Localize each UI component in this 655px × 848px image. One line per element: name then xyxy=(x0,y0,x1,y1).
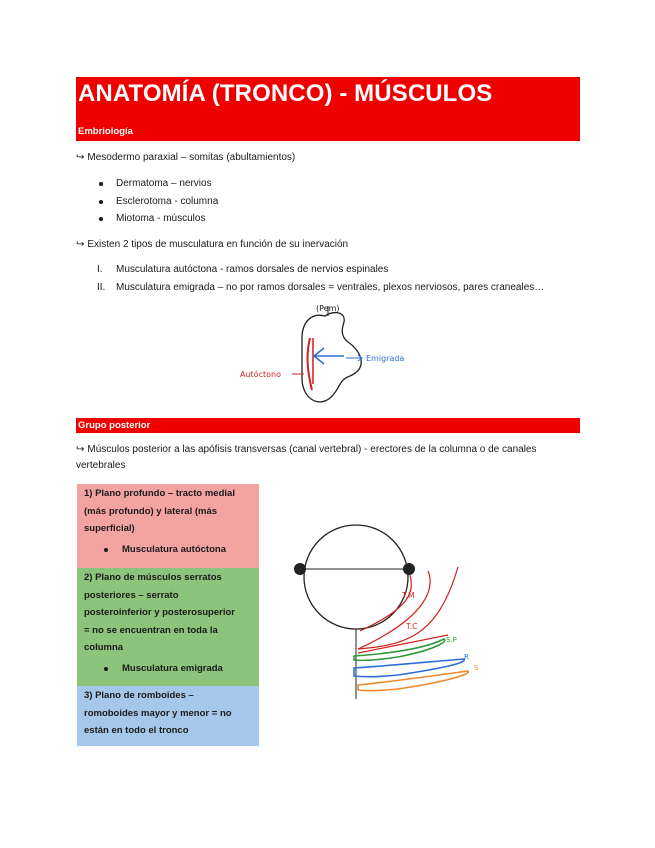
bullet-dot xyxy=(99,182,103,186)
plane-line: (más profundo) y lateral (más xyxy=(84,505,218,517)
plane-line: = no se encuentran en toda la xyxy=(84,624,218,636)
transverse-process-left xyxy=(294,563,306,575)
list-item: Dermatoma – nervios xyxy=(116,178,212,189)
paragraph-text: Existen 2 tipos de musculatura en función de su inervación xyxy=(87,239,349,250)
sketch-label-sp: S.P xyxy=(446,636,457,644)
tracto-lateral-stroke xyxy=(358,571,430,649)
sketch-label-tm: T.M xyxy=(402,591,415,600)
vertebra-sketch xyxy=(288,525,488,705)
somite-sketch xyxy=(230,298,430,410)
sketch-label-r: R xyxy=(464,653,469,661)
page-title: ANATOMÍA (TRONCO) - MÚSCULOS xyxy=(78,80,493,107)
plane-line: superficial) xyxy=(84,523,135,534)
plane-line: están en todo el tronco xyxy=(84,725,189,736)
paragraph-text: Mesodermo paraxial – somitas (abultamientos) xyxy=(87,152,296,163)
sketch-label-tc: T.C xyxy=(406,622,418,631)
list-item: Musculatura emigrada – no por ramos dorsales = ventrales, plexos nerviosos, pares craneales… xyxy=(116,282,545,293)
plane-text-profundo xyxy=(84,485,256,538)
return-arrow-icon: ↪ xyxy=(76,239,85,250)
bullet-dot xyxy=(104,667,108,671)
section-heading-grupo-posterior: Grupo posterior xyxy=(78,420,151,431)
plane-line: romoboides mayor y menor = no xyxy=(84,707,232,719)
list-item: Musculatura autóctona - ramos dorsales de nervios espinales xyxy=(116,264,389,275)
autoctono-stroke xyxy=(308,338,312,390)
list-item: Miotoma - músculos xyxy=(116,213,206,224)
bullet-dot xyxy=(99,217,103,221)
sketch-label-emigrada: Emigrada xyxy=(366,354,405,363)
paragraph-tipos xyxy=(76,239,348,250)
plane-text-serratos xyxy=(84,569,256,657)
section-banner xyxy=(76,418,580,433)
sketch-label-pem: (Pem) xyxy=(316,304,340,313)
plane-line: 1) Plano profundo – tracto medial xyxy=(84,488,235,499)
list-item: Esclerotoma - columna xyxy=(116,196,219,207)
return-arrow-icon: ↪ xyxy=(76,152,85,163)
bullet-dot xyxy=(104,548,108,552)
section-heading-embriologia: Embriología xyxy=(78,126,133,137)
transverse-process-right xyxy=(403,563,415,575)
paragraph-mesodermo xyxy=(76,152,295,163)
return-arrow-icon: ↪ xyxy=(76,444,85,455)
paragraph-text: Músculos posterior a las apófisis transversas (canal vertebral) - erectores de la columna o de canales xyxy=(87,444,537,455)
plane-line: posteroinferior y posterosuperior xyxy=(84,607,235,618)
sketch-label-autoctono: Autóctono xyxy=(240,370,281,379)
plane-line: 2) Plano de músculos serratos xyxy=(84,572,222,583)
plane-line: posteriores – serrato xyxy=(84,589,179,601)
plane-line: 3) Plano de romboides – xyxy=(84,690,194,701)
emigrada-stroke xyxy=(314,348,344,364)
bullet-dot xyxy=(99,200,103,204)
list-numeral: II. xyxy=(97,282,106,293)
paragraph-posterior-continued: vertebrales xyxy=(76,460,126,471)
sketch-label-s: S xyxy=(474,664,479,672)
paragraph-posterior xyxy=(76,444,537,455)
plane-line: columna xyxy=(84,642,124,653)
plane-bullet-serratos: Musculatura emigrada xyxy=(122,663,223,674)
plane-bullet-profundo: Musculatura autóctona xyxy=(122,544,226,555)
superficial-muscle-stroke xyxy=(358,671,468,691)
list-numeral: I. xyxy=(97,264,103,275)
plane-text-romboides xyxy=(84,687,256,740)
